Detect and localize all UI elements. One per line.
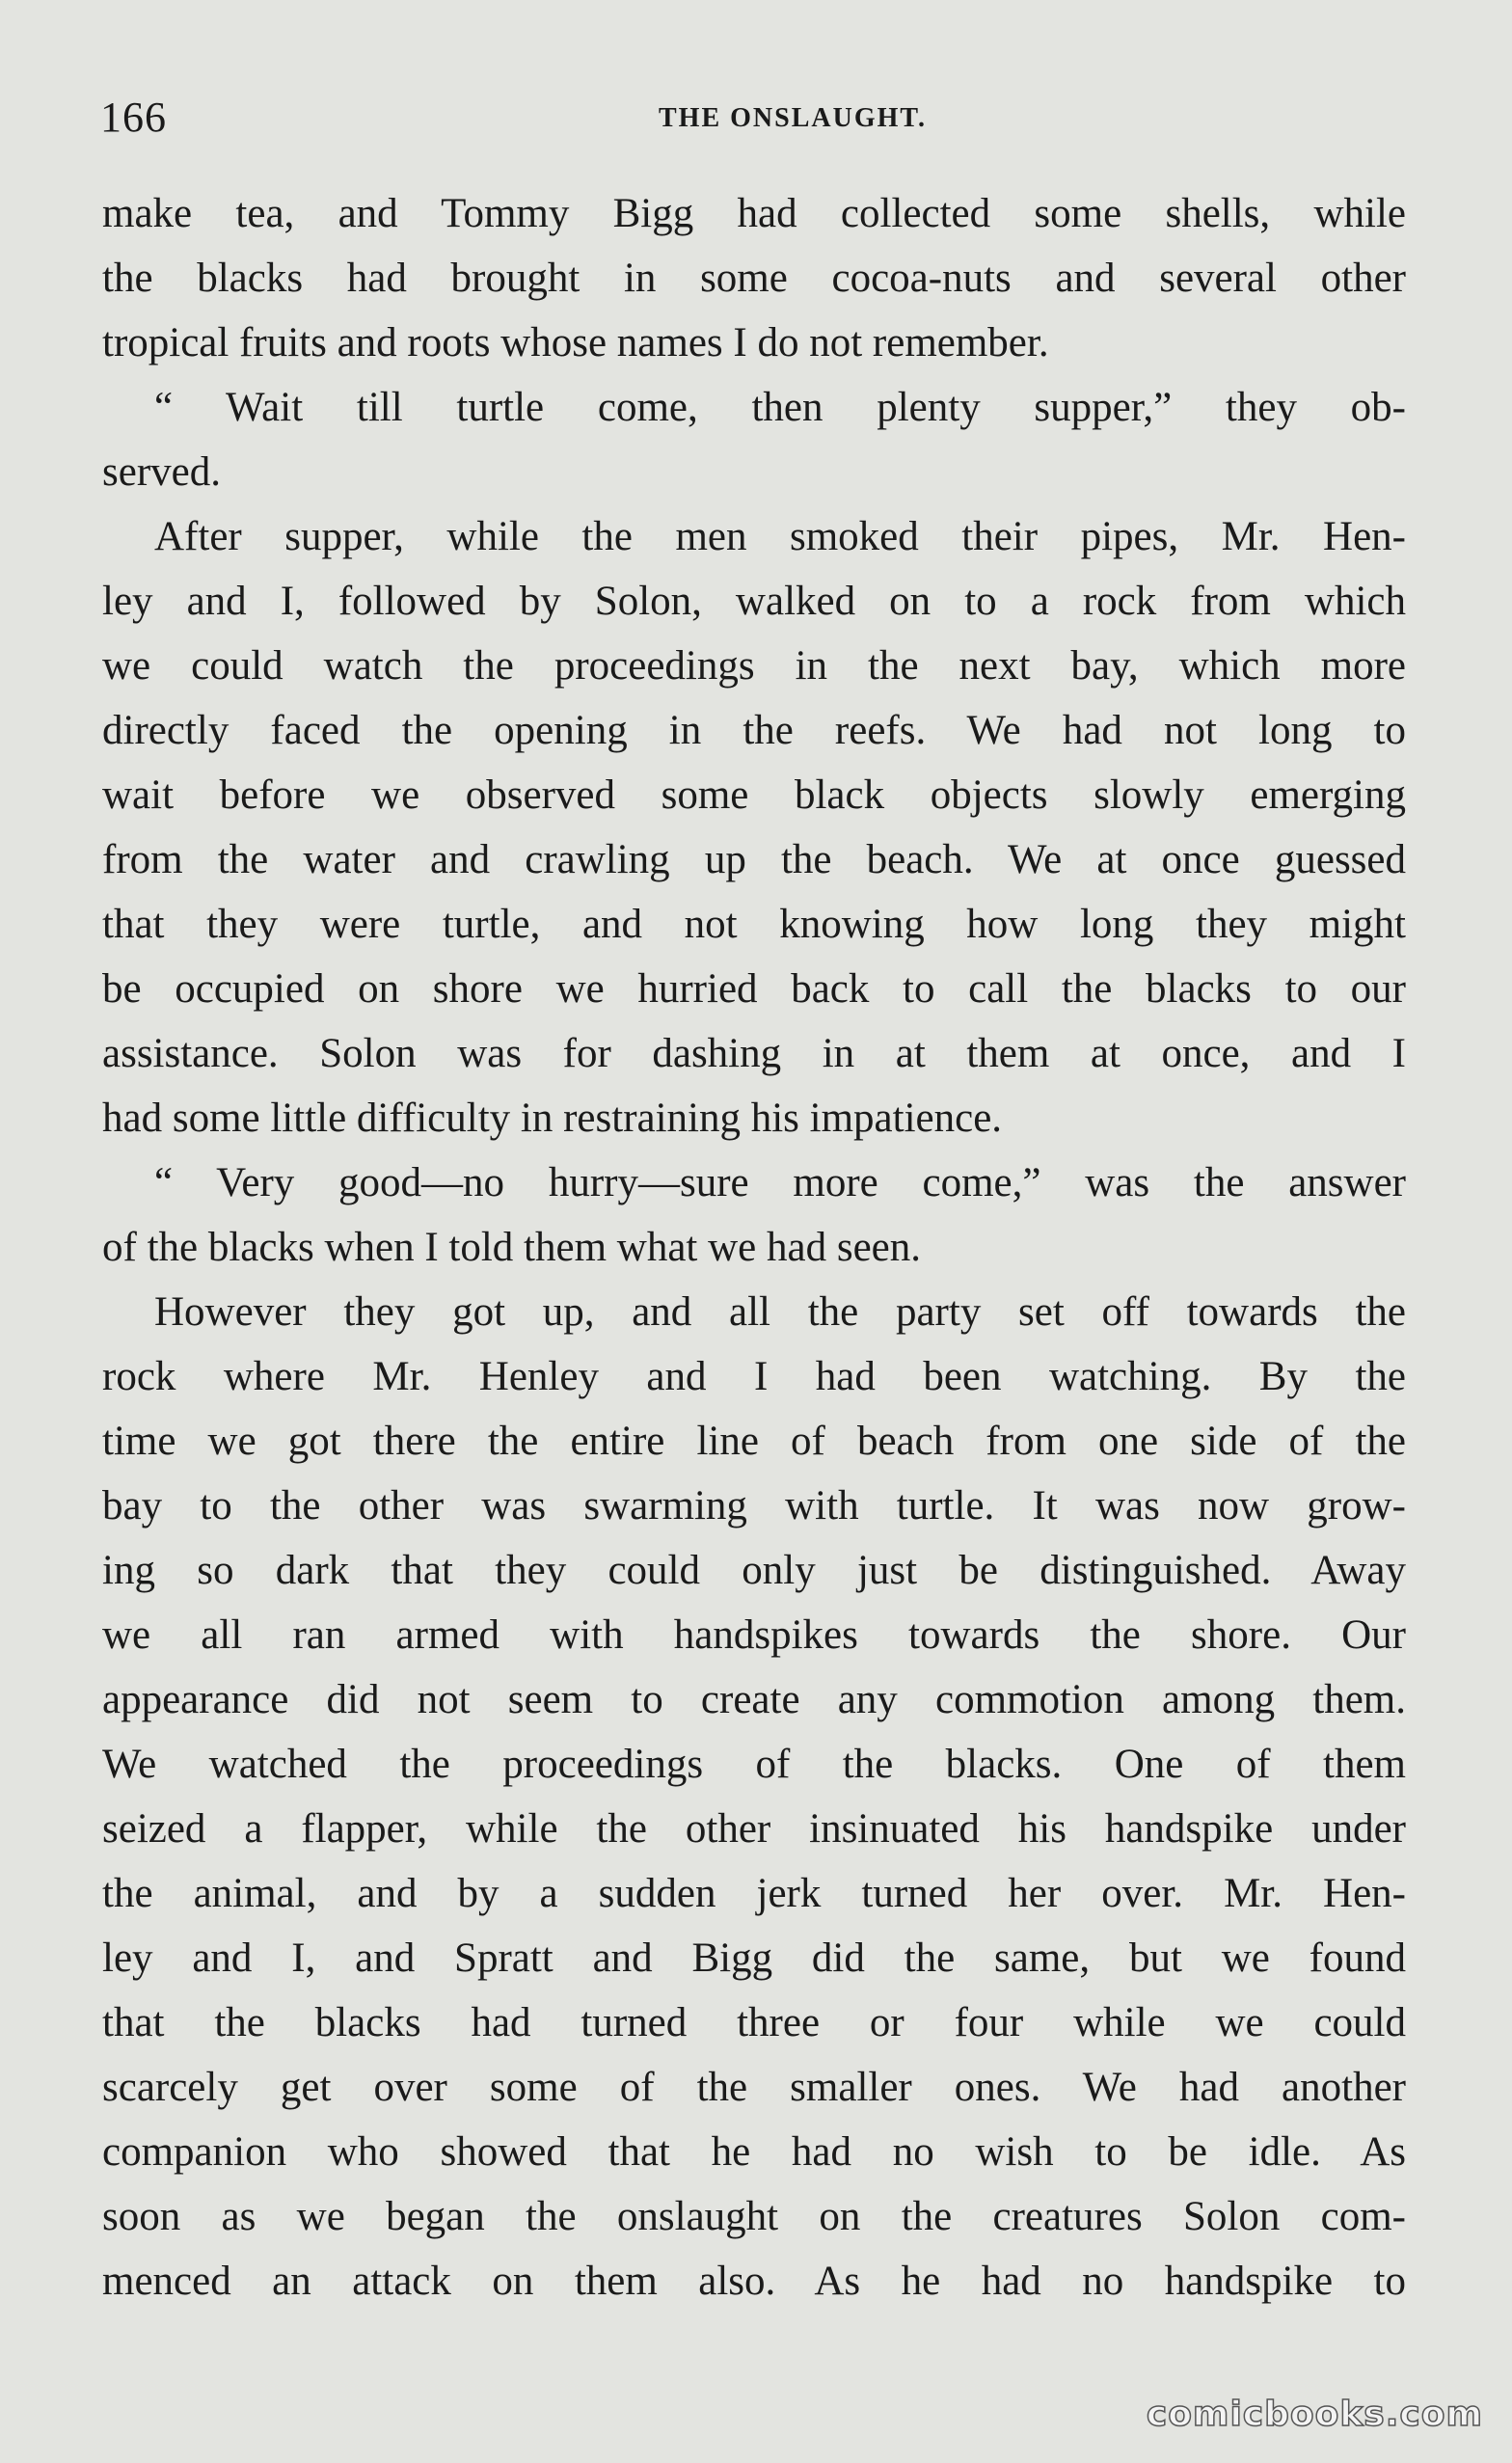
text-line: tropical fruits and roots whose names I do not remember. — [102, 320, 1049, 365]
text-line: we could watch the proceedings in the next bay, which more — [102, 643, 1406, 689]
text-line: ley and I, followed by Solon, walked on to a rock from which — [102, 579, 1406, 624]
text-line: After supper, while the men smoked their pipes, Mr. Hen- — [154, 514, 1406, 559]
text-line: ing so dark that they could only just be distinguished. Away — [102, 1548, 1406, 1593]
text-line: menced an attack on them also. As he had no handspike to — [102, 2259, 1406, 2304]
page-number: 166 — [100, 94, 167, 141]
text-line: had some little difficulty in restraining his impatience. — [102, 1096, 1003, 1141]
text-line: that the blacks had turned three or four while we could — [102, 2000, 1406, 2045]
text-line: soon as we began the onslaught on the creatures Solon com- — [102, 2194, 1406, 2239]
text-line: companion who showed that he had no wish to be idle. As — [102, 2129, 1406, 2175]
watermark: comicbooks.com — [1146, 2395, 1483, 2434]
text-line: make tea, and Tommy Bigg had collected some shells, while — [102, 191, 1406, 236]
text-line: “ Wait till turtle come, then plenty supper,” they ob- — [154, 385, 1406, 430]
text-line: of the blacks when I told them what we had seen. — [102, 1225, 921, 1270]
text-line: the blacks had brought in some cocoa-nuts and several other — [102, 256, 1406, 301]
body-text — [102, 181, 1406, 2314]
page-header — [100, 89, 1408, 147]
text-line: that they were turtle, and not knowing how long they might — [102, 902, 1406, 947]
text-line: “ Very good—no hurry—sure more come,” was the answer — [154, 1160, 1406, 1205]
text-line: directly faced the opening in the reefs. We had not long to — [102, 708, 1406, 753]
text-line: bay to the other was swarming with turtle. It was now grow- — [102, 1483, 1406, 1529]
text-line: the animal, and by a sudden jerk turned her over. Mr. Hen- — [102, 1871, 1406, 1916]
text-line: assistance. Solon was for dashing in at them at once, and I — [102, 1031, 1406, 1076]
text-line: time we got there the entire line of beach from one side of the — [102, 1419, 1406, 1464]
text-line: be occupied on shore we hurried back to call the blacks to our — [102, 966, 1406, 1012]
text-line: served. — [102, 449, 221, 495]
text-line: scarcely get over some of the smaller ones. We had another — [102, 2065, 1406, 2110]
text-line: We watched the proceedings of the blacks. One of them — [102, 1742, 1406, 1787]
text-line: we all ran armed with handspikes towards the shore. Our — [102, 1612, 1406, 1658]
text-line: seized a flapper, while the other insinuated his handspike under — [102, 1806, 1406, 1852]
text-line: from the water and crawling up the beach. We at once guessed — [102, 837, 1406, 882]
text-line: wait before we observed some black objects slowly emerging — [102, 772, 1406, 818]
text-line: ley and I, and Spratt and Bigg did the same, but we found — [102, 1935, 1406, 1981]
text-line: appearance did not seem to create any commotion among them. — [102, 1677, 1406, 1722]
running-head: THE ONSLAUGHT. — [659, 103, 927, 133]
text-line: rock where Mr. Henley and I had been watching. By the — [102, 1354, 1406, 1399]
text-line: However they got up, and all the party set off towards the — [154, 1289, 1406, 1335]
